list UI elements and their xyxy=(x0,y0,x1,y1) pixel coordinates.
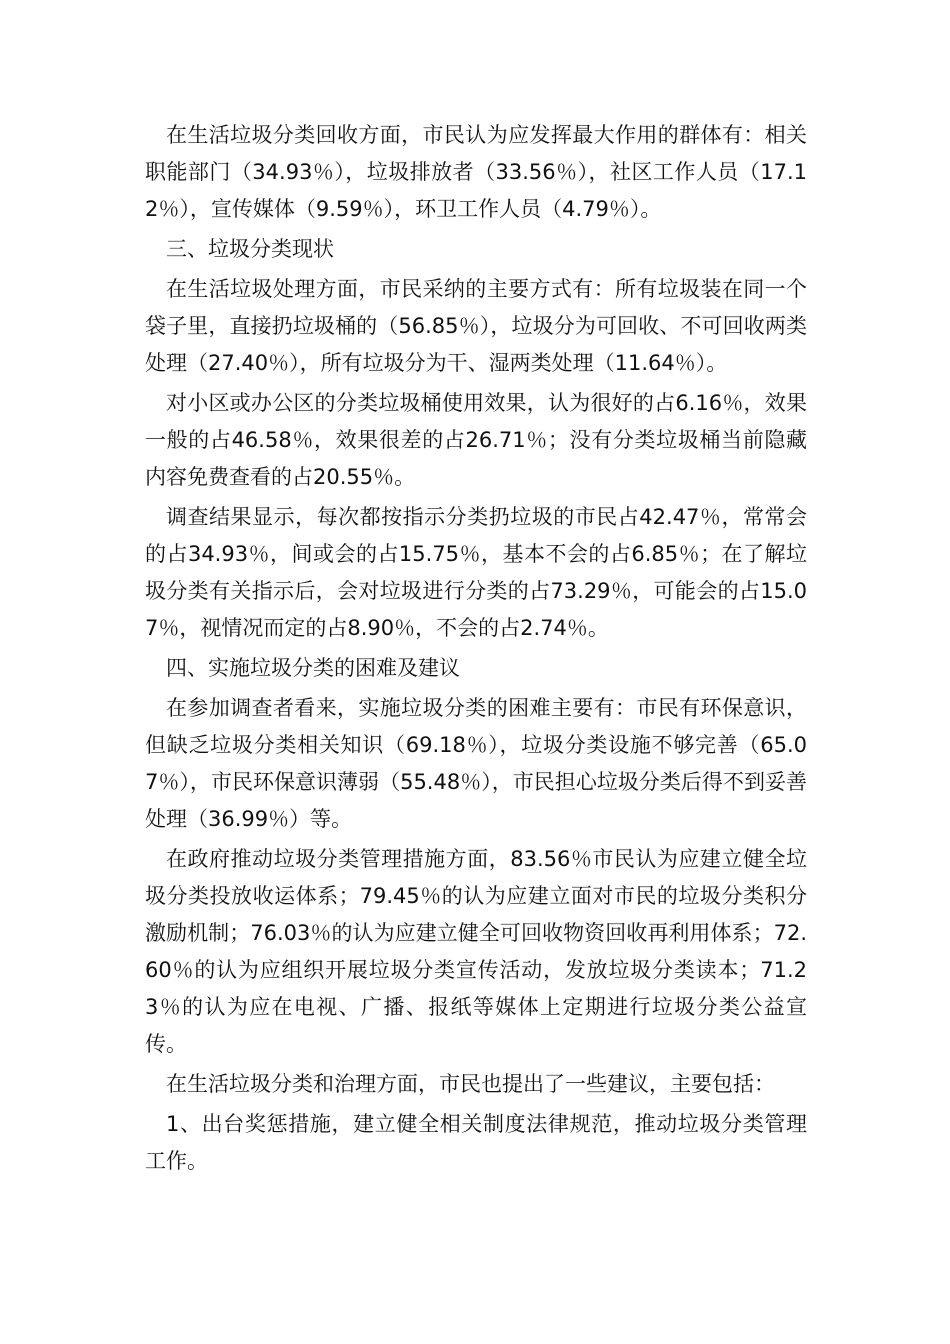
paragraph-survey-results: 调查结果显示，每次都按指示分类扔垃圾的市民占42.47％，常常会的占34.93％，间或会的占15.75％，基本不会的占6.85％；在了解垃圾分类有关指示后，会对垃圾进行分类的占73.29％，可能会的占15.07％，视情况而定的占8.90％，不会的占2.74％。 xyxy=(145,505,807,640)
paragraph-government-measures: 在政府推动垃圾分类管理措施方面，83.56％市民认为应建立健全垃圾分类投放收运体系；79.45％的认为应建立面对市民的垃圾分类积分激励机制；76.03％的认为应建立健全可回收物资回收再利用体系；72.60％的认为应组织开展垃圾分类宣传活动，发放垃圾分类读本；71.23％的认为应在电视、广播、报纸等媒体上定期进行垃圾分类公益宣传。 xyxy=(145,847,807,1056)
document-body xyxy=(145,117,807,1183)
paragraph-suggestions-intro: 在生活垃圾分类和治理方面，市民也提出了一些建议，主要包括： xyxy=(166,1072,775,1096)
paragraph-bin-effectiveness: 对小区或办公区的分类垃圾桶使用效果，认为很好的占6.16％，效果一般的占46.58％，效果很差的占26.71％；没有分类垃圾桶当前隐藏内容免费查看的占20.55％。 xyxy=(145,391,807,489)
paragraph-suggestion-1: 1、出台奖惩措施，建立健全相关制度法律规范，推动垃圾分类管理工作。 xyxy=(145,1112,807,1173)
section-heading-current-status: 三、垃圾分类现状 xyxy=(166,237,334,261)
paragraph-disposal-methods: 在生活垃圾处理方面，市民采纳的主要方式有：所有垃圾装在同一个袋子里，直接扔垃圾桶的（56.85％），垃圾分为可回收、不可回收两类处理（27.40％），所有垃圾分为干、湿两类处理（11.64％）。 xyxy=(145,277,807,375)
paragraph-difficulties: 在参加调查者看来，实施垃圾分类的困难主要有：市民有环保意识，但缺乏垃圾分类相关知识（69.18％），垃圾分类设施不够完善（65.07％），市民环保意识薄弱（55.48％），市民担心垃圾分类后得不到妥善处理（36.99％）等。 xyxy=(145,696,807,831)
paragraph-responsible-groups: 在生活垃圾分类回收方面，市民认为应发挥最大作用的群体有：相关职能部门（34.93％），垃圾排放者（33.56％），社区工作人员（17.12％），宣传媒体（9.59％），环卫工作人员（4.79％）。 xyxy=(145,123,807,221)
section-heading-difficulties: 四、实施垃圾分类的困难及建议 xyxy=(166,656,460,680)
